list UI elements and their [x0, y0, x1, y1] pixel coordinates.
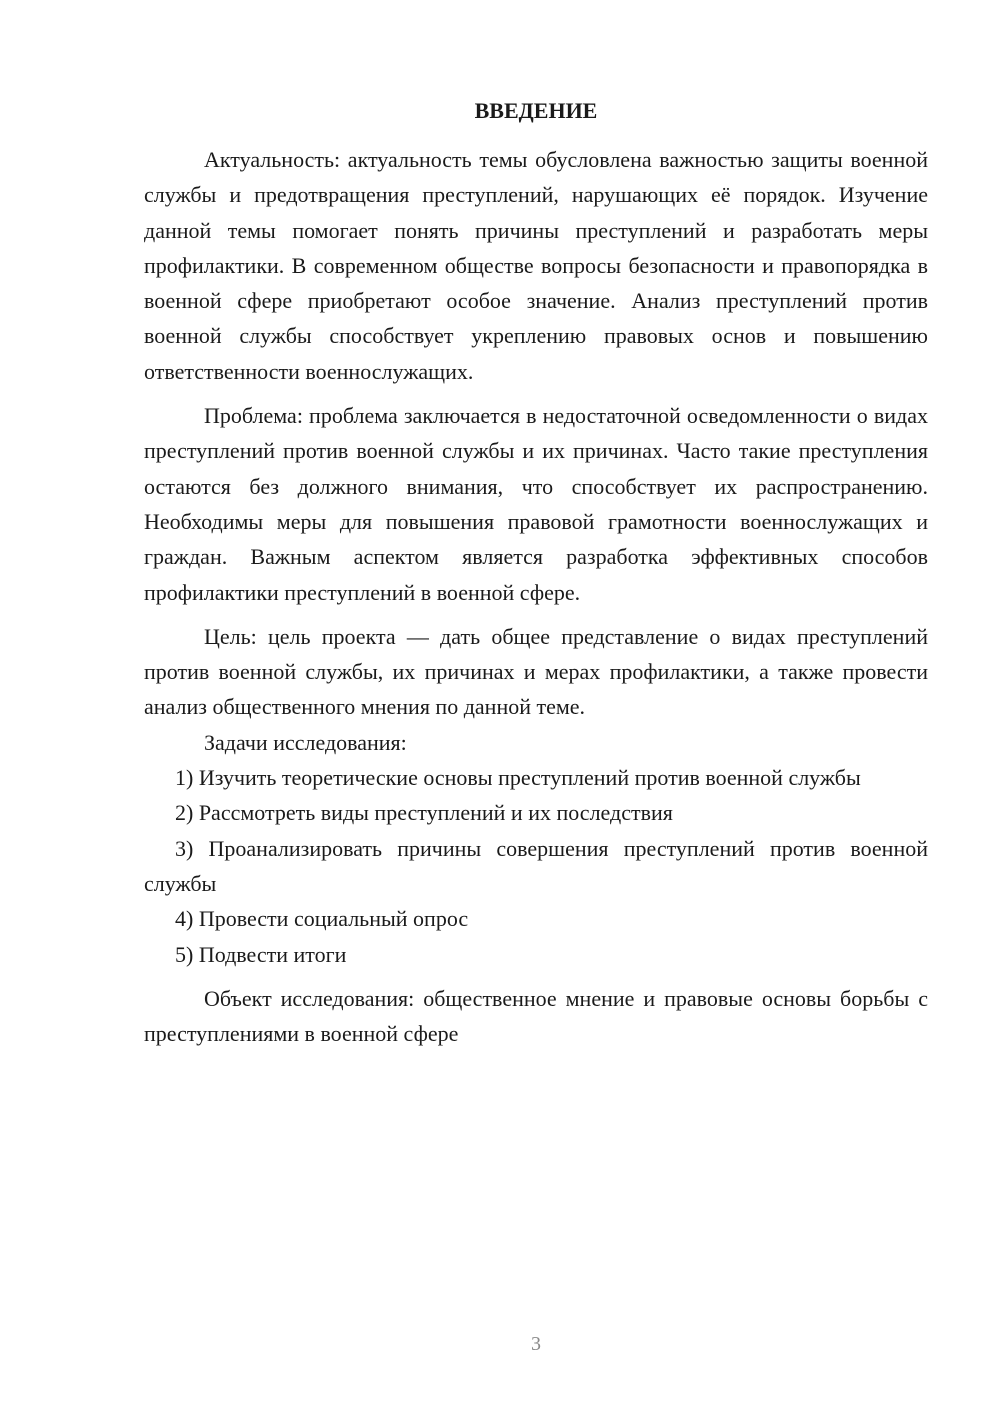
object-paragraph: Объект исследования: общественное мнение и правовые основы борьбы с преступлениями в военной сфере	[144, 985, 928, 1047]
problem-paragraph: Проблема: проблема заключается в недостаточной осведомленности о видах преступлений против военной службы и их причинах. Часто такие преступления остаются без должного внимания, что способствует их распространению. Необходимы меры для повышения правовой грамотности военнослужащих и граждан. Важным аспектом является разработка эффективных способов профилактики преступлений в военной сфере.	[144, 403, 928, 605]
relevance-paragraph: Актуальность: актуальность темы обусловлена важностью защиты военной службы и предотвращения преступлений, нарушающих её порядок. Изучение данной темы помогает понять причины преступлений и разработать меры профилактики. В современном обществе вопросы безопасности и правопорядка в военной сфере приобретают особое значение. Анализ преступлений против военной службы способствует укреплению правовых основ и повышению ответственности военнослужащих.	[144, 147, 928, 384]
task-item: 3) Проанализировать причины совершения преступлений против военной службы	[144, 835, 928, 896]
task-item: 2) Рассмотреть виды преступлений и их последствия	[175, 800, 673, 826]
page-title: ВВЕДЕНИЕ	[474, 98, 598, 123]
page-content	[144, 96, 928, 1051]
page-number: 3	[531, 1333, 541, 1355]
goal-paragraph: Цель: цель проекта — дать общее представление о видах преступлений против военной службы, их причинах и мерах профилактики, а также провести анализ общественного мнения по данной теме.	[144, 623, 928, 720]
task-item: 1) Изучить теоретические основы преступлений против военной службы	[175, 765, 861, 791]
tasks-heading: Задачи исследования:	[204, 729, 407, 755]
task-item: 4) Провести социальный опрос	[175, 906, 469, 932]
task-item: 5) Подвести итоги	[175, 941, 347, 967]
